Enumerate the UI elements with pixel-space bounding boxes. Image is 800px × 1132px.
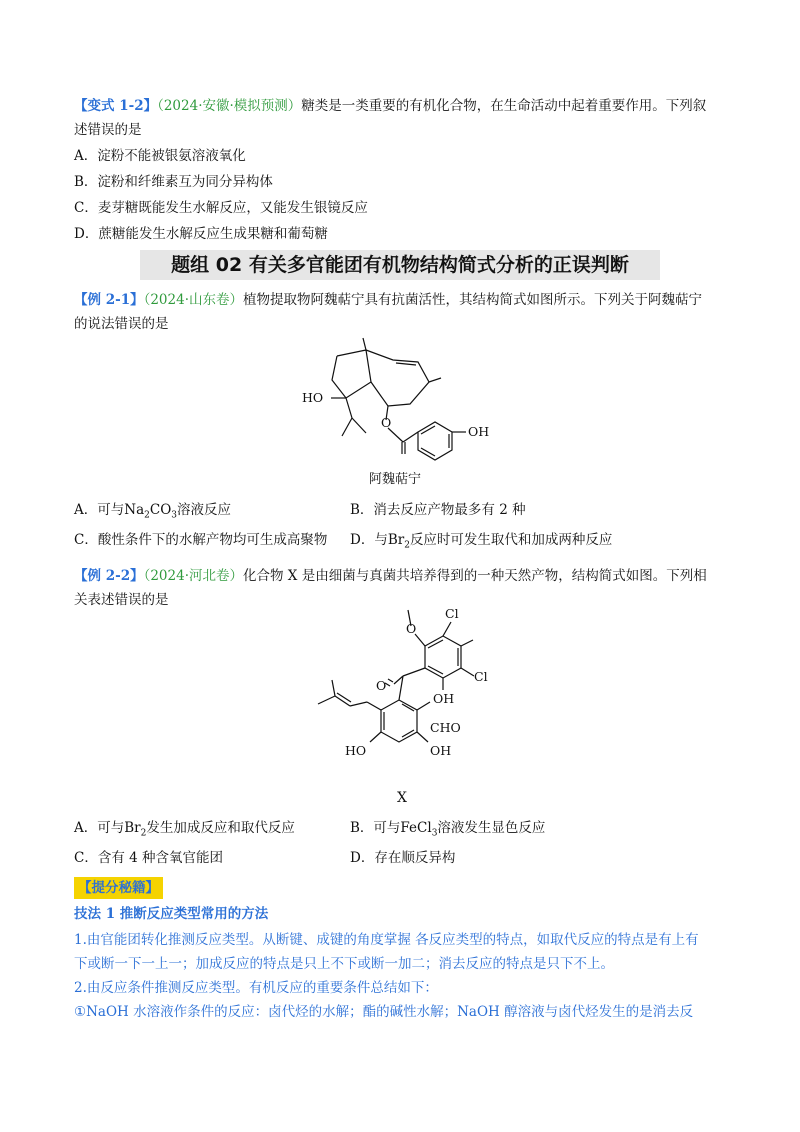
q12-stem-line1 [74,96,706,116]
tips-badge: 【提分秘籍】 [74,877,163,899]
q22-structure-diagram [290,600,520,790]
q22-label-o-methoxy: O [406,621,417,636]
q22-option-b-formula: FeCl [400,820,432,836]
q22-option-b [350,818,545,844]
q22-label-cl1: Cl [445,606,459,621]
q21-option-a-prefix: A．可与 [74,502,125,518]
section-heading: 题组 02 有关多官能团有机物结构简式分析的正误判断 [140,250,660,280]
q12-option-d: D．蔗糖能发生水解反应生成果糖和葡萄糖 [74,226,328,242]
q21-option-d [350,530,612,556]
q22-stem-line2: 关表述错误的是 [74,592,169,608]
q12-option-b: B．淀粉和纤维素互为同分异构体 [74,174,273,190]
q22-option-b-sub: 3 [431,828,438,839]
q22-source: （2024·河北卷） [143,568,243,584]
q21-option-a-suffix: 溶液反应 [177,502,231,518]
q22-label-oh-bottom: OH [430,743,452,758]
q21-option-a-sub1: 2 [144,510,150,521]
q12-source: （2024·安徽·模拟预测） [157,98,302,114]
q21-figure-caption: 阿魏萜宁 [369,472,422,487]
tips-paragraph1-line1: 1.由官能团转化推测反应类型。从断键、成键的角度掌握 各反应类型的特点，如取代反应的特点是有上有 [74,932,699,948]
q21-structure-diagram [290,332,520,462]
q21-option-d-suffix: 反应时可发生取代和加成两种反应 [409,532,613,548]
q12-option-c: C．麦芽糖既能发生水解反应，又能发生银镜反应 [74,200,368,216]
q21-option-d-prefix: D．与 [350,532,388,548]
q22-label-ho: HO [345,743,367,758]
q22-option-d: D．存在顺反异构 [350,850,456,866]
q22-label-cl2: Cl [474,669,488,684]
q21-label-oh: OH [468,424,490,439]
q22-figure-caption: X [397,790,407,806]
q21-option-d-formula: Br [387,532,405,548]
q22-stem-text1: 化合物 X 是由细菌与真菌共培养得到的一种天然产物，结构简式如图。下列相 [243,568,707,584]
q22-stem-line1 [74,566,707,586]
q22-option-a-suffix: 发生加成反应和取代反应 [146,820,295,836]
q21-stem-text1: 植物提取物阿魏萜宁具有抗菌活性，其结构简式如图所示。下列关于阿魏萜宁 [243,292,702,308]
q22-option-a-formula: Br [124,820,141,836]
q21-tag: 【例 2-1】 [74,292,144,308]
q12-option-a: A．淀粉不能被银氨溶液氧化 [74,148,246,164]
q12-tag: 【变式 1-2】 [74,98,158,114]
q22-option-a-prefix: A．可与 [74,820,125,836]
q22-label-cho-visible: CHO [430,720,461,735]
q12-stem-text1: 糖类是一类重要的有机化合物，在生命活动中起着重要作用。下列叙 [301,98,707,114]
q12-stem-line2: 述错误的是 [74,122,142,138]
q22-option-a-sub: 2 [140,828,147,839]
q22-label-oh-top: OH [433,691,455,706]
q22-tag: 【例 2-2】 [74,568,144,584]
tips-paragraph2: 2.由反应条件推测反应类型。有机反应的重要条件总结如下： [74,980,438,996]
q21-option-a-formula-part1: Na [124,502,145,518]
q22-label-o-ketone: O [376,678,387,693]
q21-source: （2024·山东卷） [143,292,243,308]
q21-option-a-sub2: 3 [171,510,177,521]
q21-option-a-formula [124,502,177,521]
q21-label-ho: HO [302,390,324,405]
q21-option-d-sub: 2 [404,540,410,551]
q21-option-b: B．消去反应产物最多有 2 种 [350,502,526,518]
tips-paragraph3: ①NaOH 水溶液作条件的反应：卤代烃的水解；酯的碱性水解；NaOH 醇溶液与卤代烃发生的是消去反 [74,1004,694,1020]
method-title: 技法 1 推断反应类型常用的方法 [74,906,269,922]
q22-option-b-suffix: 溶液发生显色反应 [437,820,546,836]
q22-option-c: C．含有 4 种含氧官能团 [74,850,224,866]
tips-paragraph1-line2: 下或断一下一上一；加成反应的特点是只上不下或断一加二；消去反应的特点是只下不上。 [74,956,614,972]
q21-stem-line1 [74,290,702,310]
q21-option-a [74,500,231,526]
q21-stem-line2: 的说法错误的是 [74,316,169,332]
q22-option-b-prefix: B．可与 [350,820,401,836]
q22-option-a [74,818,295,844]
q21-option-c: C．酸性条件下的水解产物均可生成高聚物 [74,532,328,548]
q21-option-a-formula-part2: CO [149,502,172,518]
q21-label-o: O [381,415,392,430]
